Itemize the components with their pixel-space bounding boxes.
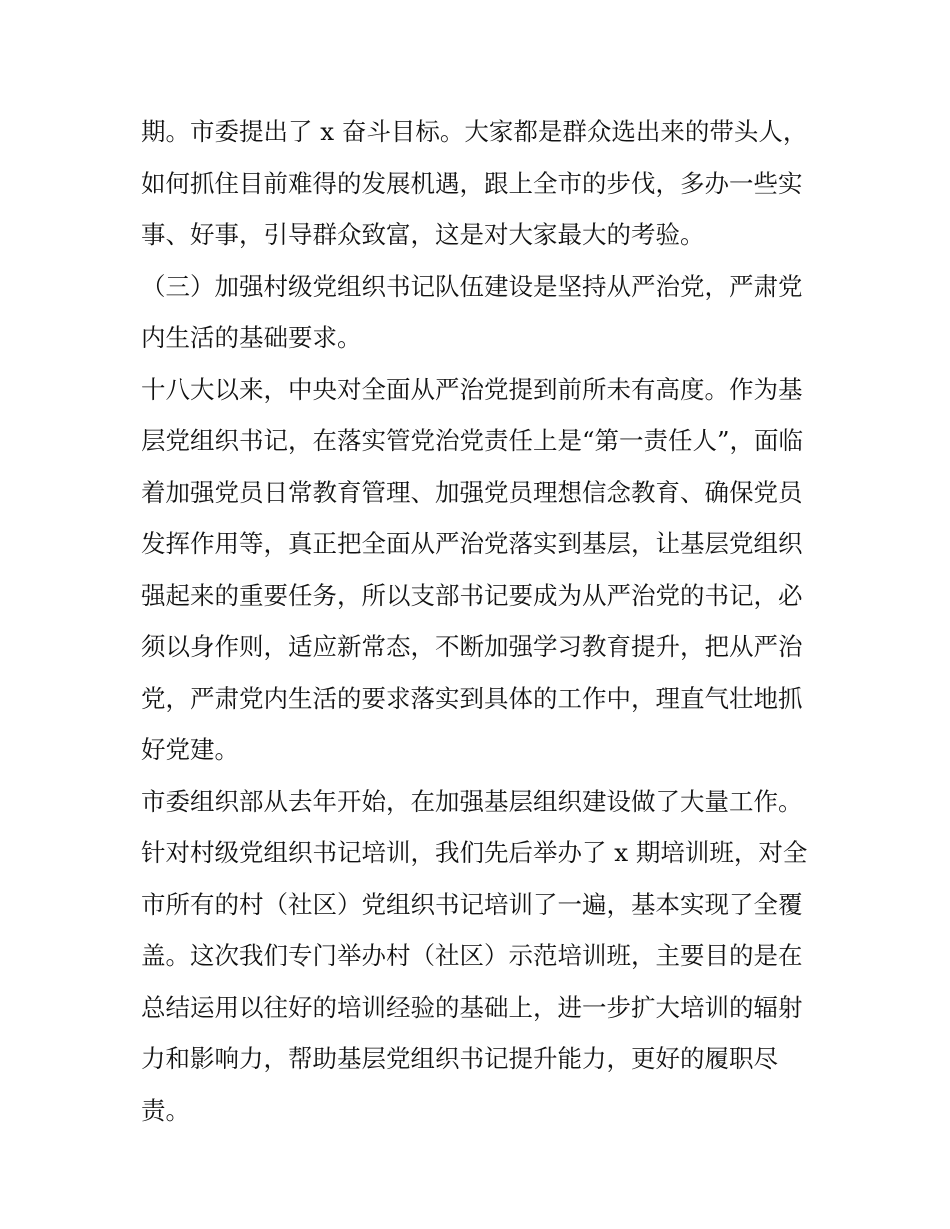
text-line: 发挥作用等，真正把全面从严治党落实到基层，让基层党组织 <box>141 529 803 558</box>
text-line: 内生活的基础要求。 <box>141 323 362 352</box>
text-line: 针对村级党组织书记培训，我们先后举办了 x 期培训班，对全 <box>141 838 808 867</box>
text-line: 如何抓住目前难得的发展机遇，跟上全市的步伐，多办一些实 <box>141 168 803 198</box>
section-heading-3 <box>141 261 813 364</box>
text-line: 党，严肃党内生活的要求落实到具体的工作中，理直气壮地抓 <box>141 683 803 713</box>
text-line: 市所有的村（社区）党组织书记培训了一遍，基本实现了全覆 <box>141 889 803 919</box>
text-line: 须以身作则，适应新常态，不断加强学习教育提升，把从严治 <box>141 632 803 661</box>
paragraph-2 <box>141 364 813 776</box>
text-line: 总结运用以往好的培训经验的基础上，进一步扩大培训的辐射 <box>141 992 803 1022</box>
text-line: 责。 <box>141 1095 190 1125</box>
document-body <box>141 106 813 1136</box>
text-line: 强起来的重要任务，所以支部书记要成为从严治党的书记，必 <box>141 580 803 610</box>
text-line: 力和影响力，帮助基层党组织书记提升能力，更好的履职尽 <box>141 1044 778 1073</box>
paragraph-1 <box>141 106 813 261</box>
text-line: 期。市委提出了 x 奋斗目标。大家都是群众选出来的带头人， <box>141 117 808 146</box>
text-line: 事、好事，引导群众致富，这是对大家最大的考验。 <box>141 220 705 249</box>
text-line: （三）加强村级党组织书记队伍建设是坚持从严治党，严肃党 <box>141 271 803 301</box>
paragraph-3 <box>141 776 813 1137</box>
text-line: 好党建。 <box>141 735 239 764</box>
text-line: 着加强党员日常教育管理、加强党员理想信念教育、确保党员 <box>141 477 803 507</box>
text-line: 十八大以来，中央对全面从严治党提到前所未有高度。作为基 <box>141 374 803 404</box>
text-line: 市委组织部从去年开始，在加强基层组织建设做了大量工作。 <box>141 786 803 816</box>
text-line: 层党组织书记，在落实管党治党责任上是“第一责任人”，面临 <box>141 426 804 455</box>
text-line: 盖。这次我们专门举办村（社区）示范培训班，主要目的是在 <box>141 941 803 970</box>
